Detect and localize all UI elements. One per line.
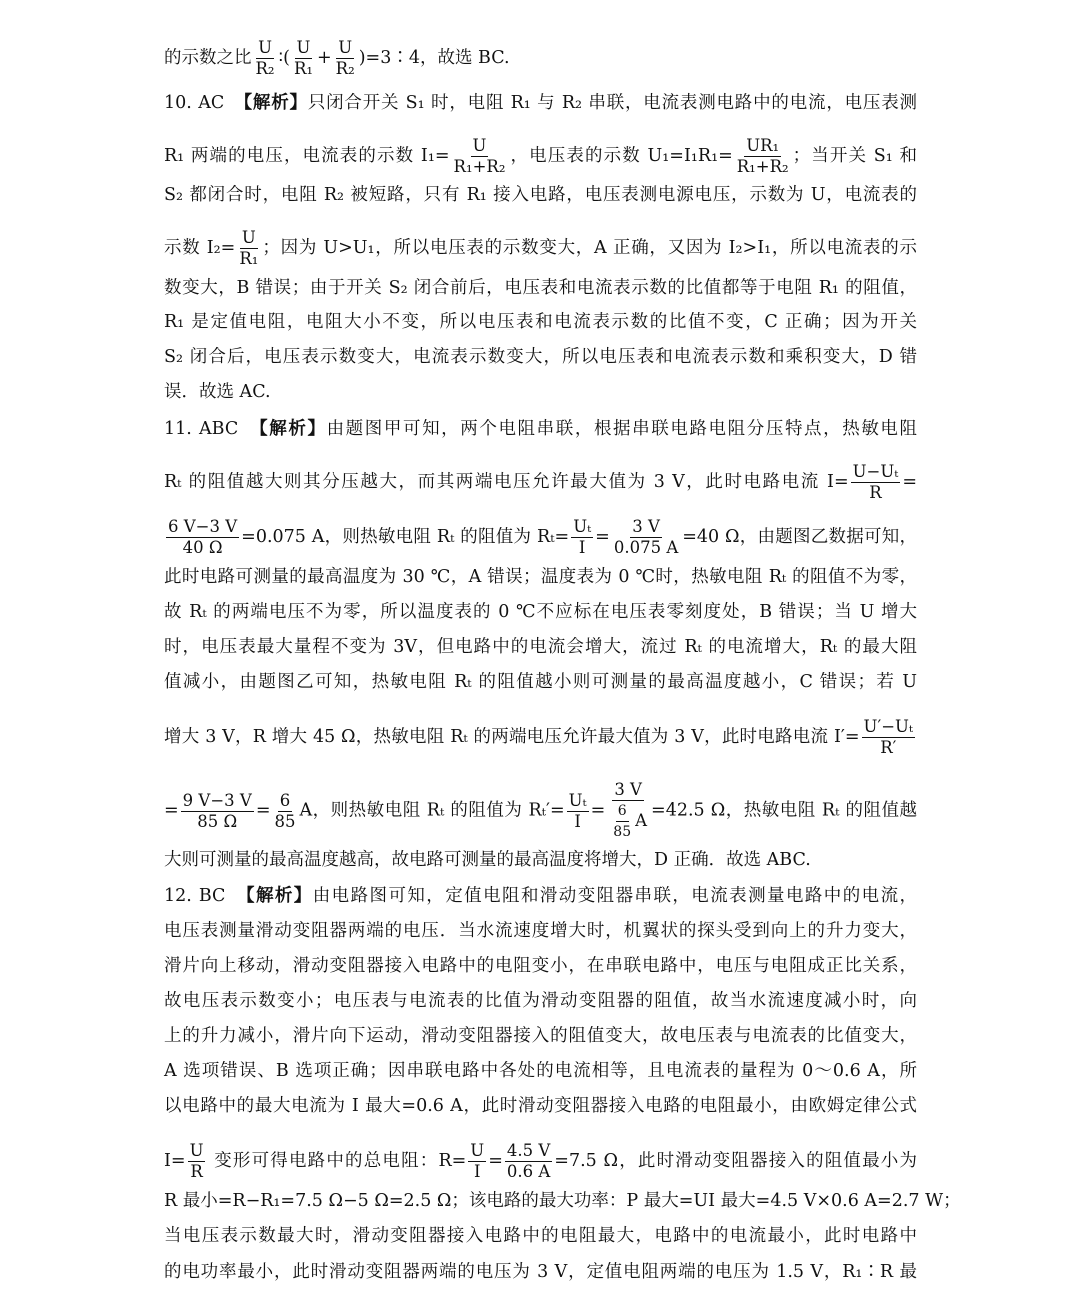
q10-line-4: 示数 I₂= $\frac{U}{\text{R₁}}$ ；因为 U>U₁，所以电压表的示数变大，A 正确，又因为 I₂>I₁，所以电流表的示 [164, 228, 917, 268]
fraction: $\frac{\text{U′−Uₜ}}{R'}$ [863, 717, 913, 757]
q11-line-7: 值减小，由题图乙可知，热敏电阻 Rₜ 的阻值越小则可测量的最高温度越小，C 错误；若 U [164, 672, 917, 692]
q10-line-2: R₁ 两端的电压，电流表的示数 I₁= $\frac{U}{\text{R₁+R₂}}$ ，电压表的示数 U₁=I₁R₁= $\frac{\text{UR₁}}{\text{R₁+R₂}}$ ；当开关 S₁ 和 [164, 136, 917, 176]
q12-line-9: R 最小=R−R₁=7.5 Ω−5 Ω=2.5 Ω；该电路的最大功率：P 最大=UI 最大=4.5 V×0.6 A=2.7 W； [164, 1191, 961, 1211]
fraction: $\frac{U}{I}$ [470, 1141, 485, 1181]
q11-line-5: 故 Rₜ 的两端电压不为零，所以温度表的 0 ℃不应标在电压表零刻度处，B 错误；当 U 增大 [164, 602, 917, 622]
q11-line-4: 此时电路可测量的最高温度为 30 ℃，A 错误；温度表为 0 ℃时，热敏电阻 Rₜ 的阻值不为零， [164, 567, 917, 587]
fraction: $\frac{4.5 V}{0.6 A}$ [506, 1141, 551, 1181]
q12-line-7: 以电路中的最大电流为 I 最大=0.6 A，此时滑动变阻器接入电路的电阻最小，由欧姆定律公式 [164, 1096, 917, 1116]
fraction: $\frac{6}{85}$ [274, 790, 296, 831]
fraction: $\frac{\text{U−Uₜ}}{R}$ [852, 462, 899, 502]
fraction: $\frac{U}{R}$ [189, 1141, 204, 1181]
fraction: $\frac{6 V-3 V}{40 \Omega}$ [168, 517, 238, 557]
q11-line-8: 增大 3 V，R 增大 45 Ω，热敏电阻 Rₜ 的两端电压允许最大值为 3 V，此时电路电流 I′= $\frac{\text{U′−Uₜ}}{R'}$ [164, 717, 913, 757]
fraction: $\frac{\text{Uₜ}}{I}$ [568, 790, 587, 831]
fraction: $\frac{9 V-3 V}{85 \Omega}$ [182, 790, 252, 831]
q11-line-6: 时，电压表最大量程不变为 3V，但电路中的电流会增大，流过 Rₜ 的电流增大，Rₜ 的最大阻 [164, 637, 917, 657]
fraction: $\frac{6}{85}$ [613, 803, 632, 840]
q11-line-2: Rₜ 的阻值越大则其分压越大，而其两端电压允许最大值为 3 V，此时电路电流 I= $\frac{\text{U−Uₜ}}{R}$ = [164, 462, 917, 502]
q12-line-2: 电压表测量滑动变阻器两端的电压．当水流速度增大时，机翼状的探头受到向上的升力变大， [164, 921, 917, 941]
q10-line-5: 数变大，B 错误；由于开关 S₂ 闭合前后，电压表和电流表示数的比值都等于电阻 R₁ 的阻值， [164, 278, 917, 298]
fraction: $\frac{U}{\text{R₁+R₂}}$ [453, 136, 506, 176]
nested-fraction: 3 V $\frac{6}{85}$ A [613, 780, 648, 840]
q11-line-10: 大则可测量的最高温度越高，故电路可测量的最高温度将增大，D 正确．故选 ABC. [164, 850, 811, 870]
fraction: $\frac{U}{\text{R₁}}$ [293, 38, 313, 78]
fraction: $\frac{3 V}{0.075 A}$ [613, 517, 679, 557]
q11-line-3: $\frac{6 V-3 V}{40 \Omega}$ =0.075 A，则热敏电阻 Rₜ 的阻值为 Rₜ= $\frac{\text{Uₜ}}{I}$ = $\frac{3 V}{0.075 A}$ =40 Ω，由题图乙数据可知， [168, 517, 917, 557]
q10-line-6: R₁ 是定值电阻，电阻大小不变，所以电压表和电流表示数的比值不变，C 正确；因为开关 [164, 312, 917, 332]
q12-line-6: A 选项错误、B 选项正确；因串联电路中各处的电流相等，且电流表的量程为 0～0.6 A，所 [164, 1061, 917, 1081]
q10-line-1: 10. AC 【解析】只闭合开关 S₁ 时，电阻 R₁ 与 R₂ 串联，电流表测电路中的电流，电压表测 [164, 93, 918, 113]
q12-line-3: 滑片向上移动，滑动变阻器接入电路中的电阻变小，在串联电路中，电压与电阻成正比关系， [164, 956, 917, 976]
q10-line-8: 误．故选 AC. [164, 382, 271, 402]
fraction: $\frac{U}{\text{R₂}}$ [255, 38, 275, 78]
fraction: $\frac{U}{\text{R₁}}$ [239, 228, 259, 268]
q12-line-11: 的电功率最小，此时滑动变阻器两端的电压为 3 V，定值电阻两端的电压为 1.5 V，R₁∶R 最 [164, 1262, 917, 1282]
q12-line-4: 故电压表示数变小；电压表与电流表的比值为滑动变阻器的阻值，故当水流速度减小时，向 [164, 991, 917, 1011]
fraction: $\frac{U}{\text{R₂}}$ [335, 38, 355, 78]
q11-line-9: = $\frac{9 V-3 V}{85 \Omega}$ = $\frac{6}{85}$ A，则热敏电阻 Rₜ 的阻值为 Rₜ′= $\frac{\text{Uₜ}}{I}$ = 3 V $\frac{6}{85}$ A =42.5 Ω，热敏电阻 Rₜ 的阻值越 [164, 780, 917, 840]
q11-line-1: 11. ABC 【解析】由题图甲可知，两个电阻串联，根据串联电路电阻分压特点，热敏电阻 [164, 419, 918, 439]
fraction: $\frac{\text{UR₁}}{\text{R₁+R₂}}$ [736, 136, 789, 176]
q12-line-10: 当电压表示数最大时，滑动变阻器接入电路中的电阻最大，电路中的电流最小，此时电路中 [164, 1226, 917, 1246]
q10-line-7: S₂ 闭合后，电压表示数变大，电流表示数变大，所以电压表和电流表示数和乘积变大，D 错 [164, 347, 917, 367]
intro-line: 的示数之比 $\frac{U}{\text{R₂}}$ ∶( $\frac{U}{\text{R₁}}$ + $\frac{U}{\text{R₂}}$ )=3∶4，故选 BC. [164, 38, 510, 78]
fraction: $\frac{\text{Uₜ}}{I}$ [573, 517, 592, 557]
q10-line-3: S₂ 都闭合时，电阻 R₂ 被短路，只有 R₁ 接入电路，电压表测电源电压，示数为 U，电流表的 [164, 185, 917, 205]
q12-line-8: I= $\frac{U}{R}$ 变形可得电路中的总电阻：R= $\frac{U}{I}$ = $\frac{4.5 V}{0.6 A}$ =7.5 Ω，此时滑动变阻器接入的阻值最小为 [164, 1141, 917, 1181]
q12-line-5: 上的升力减小，滑片向下运动，滑动变阻器接入的阻值变大，故电压表与电流表的比值变大， [164, 1026, 917, 1046]
q12-line-1: 12. BC 【解析】由电路图可知，定值电阻和滑动变阻器串联，电流表测量电路中的电流， [164, 886, 918, 906]
